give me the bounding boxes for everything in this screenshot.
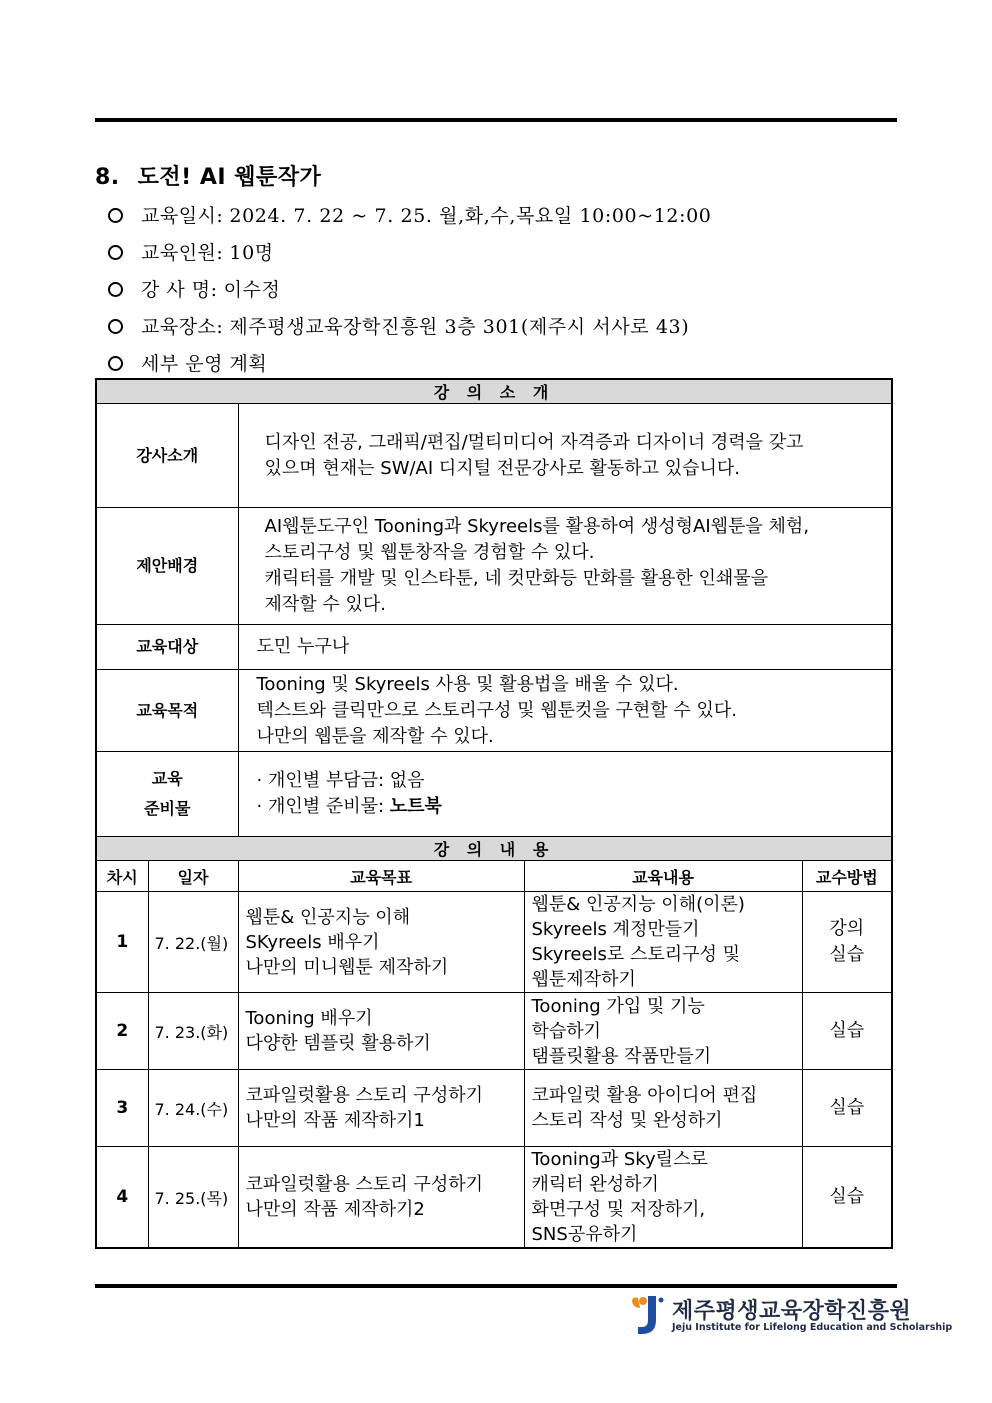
overview-list <box>108 198 908 383</box>
session-date: 7. 22.(월) <box>148 892 238 993</box>
table-row <box>96 892 892 993</box>
session-date: 7. 23.(화) <box>148 993 238 1070</box>
intro-row-materials <box>96 752 892 837</box>
bottom-rule <box>95 1284 897 1288</box>
session-number: 3 <box>96 1070 148 1147</box>
org-name: 제주평생교육장학진흥원 <box>672 1299 912 1324</box>
bullet-detail-plan: 세부 운영 계획 <box>108 346 908 383</box>
course-table <box>95 378 893 1249</box>
column-header: 교육내용 <box>524 861 802 892</box>
row-label: 강사소개 <box>96 404 238 508</box>
session-method: 실습 <box>802 1147 892 1249</box>
session-goals: 코파일럿활용 스토리 구성하기 나만의 작품 제작하기2 <box>238 1147 524 1249</box>
session-number: 4 <box>96 1147 148 1249</box>
intro-row-background <box>96 508 892 625</box>
session-number: 2 <box>96 993 148 1070</box>
session-goals: 웹툰& 인공지능 이해 SKyreels 배우기 나만의 미니웹툰 제작하기 <box>238 892 524 993</box>
section-number: 8. <box>95 165 120 190</box>
row-content: · 개인별 부담금: 없음 · 개인별 준비물: 노트북 <box>238 752 892 837</box>
bullet-instructor: 강 사 명: 이수정 <box>108 272 908 309</box>
section-title-text: 도전! AI 웹툰작가 <box>137 165 322 190</box>
intro-header: 강 의 소 개 <box>96 379 892 404</box>
circle-bullet-icon <box>108 282 123 297</box>
session-contents: 코파일럿 활용 아이디어 편집 스토리 작성 및 완성하기 <box>524 1070 802 1147</box>
table-row <box>96 993 892 1070</box>
row-label: 제안배경 <box>96 508 238 625</box>
table-row <box>96 1070 892 1147</box>
row-label: 교육대상 <box>96 625 238 670</box>
org-subtitle: Jeju Institute for Lifelong Education and Scholarship <box>672 1322 953 1333</box>
session-goals: 코파일럿활용 스토리 구성하기 나만의 작품 제작하기1 <box>238 1070 524 1147</box>
content-header: 강 의 내 용 <box>96 837 892 861</box>
bullet-location: 교육장소: 제주평생교육장학진흥원 3층 301(제주시 서사로 43) <box>108 309 908 346</box>
circle-bullet-icon <box>108 245 123 260</box>
intro-row-purpose <box>96 670 892 752</box>
bullet-schedule: 교육일시: 2024. 7. 22 ~ 7. 25. 월,화,수,목요일 10:00~12:00 <box>108 198 908 235</box>
session-contents: 웹툰& 인공지능 이해(이론) Skyreels 계정만들기 Skyreels로 스토리구성 및 웹툰제작하기 <box>524 892 802 993</box>
session-method: 실습 <box>802 993 892 1070</box>
session-number: 1 <box>96 892 148 993</box>
intro-row-target <box>96 625 892 670</box>
table-row <box>96 1147 892 1249</box>
section-title <box>95 160 321 191</box>
intro-row-instructor <box>96 404 892 508</box>
bullet-capacity: 교육인원: 10명 <box>108 235 908 272</box>
circle-bullet-icon <box>108 319 123 334</box>
column-header: 일자 <box>148 861 238 892</box>
row-content: AI웹툰도구인 Tooning과 Skyreels를 활용하여 생성형AI웹툰을 체험, 스토리구성 및 웹툰창작을 경험할 수 있다. 캐릭터를 개발 및 인스타툰, 네 컷만화등 만화를 활용한 인쇄물을 제작할 수 있다. <box>238 508 892 625</box>
row-label: 교육목적 <box>96 670 238 752</box>
row-content: 도민 누구나 <box>238 625 892 670</box>
session-date: 7. 24.(수) <box>148 1070 238 1147</box>
circle-bullet-icon <box>108 356 123 371</box>
session-date: 7. 25.(목) <box>148 1147 238 1249</box>
top-rule <box>95 118 897 122</box>
session-contents: Tooning 가입 및 기능 학습하기 탬플릿활용 작품만들기 <box>524 993 802 1070</box>
session-method: 강의 실습 <box>802 892 892 993</box>
content-column-headers <box>96 861 892 892</box>
jeju-institute-logo-icon <box>626 1294 666 1338</box>
session-contents: Tooning과 Sky릴스로 캐릭터 완성하기 화면구성 및 저장하기, SNS공유하기 <box>524 1147 802 1249</box>
circle-bullet-icon <box>108 208 123 223</box>
column-header: 차시 <box>96 861 148 892</box>
session-method: 실습 <box>802 1070 892 1147</box>
session-goals: Tooning 배우기 다양한 템플릿 활용하기 <box>238 993 524 1070</box>
row-label: 교육 준비물 <box>96 752 238 837</box>
column-header: 교육목표 <box>238 861 524 892</box>
column-header: 교수방법 <box>802 861 892 892</box>
row-content: Tooning 및 Skyreels 사용 및 활용법을 배울 수 있다. 텍스트와 클릭만으로 스토리구성 및 웹툰컷을 구현할 수 있다. 나만의 웹툰을 제작할 수 있다. <box>238 670 892 752</box>
row-content: 디자인 전공, 그래픽/편집/멀티미디어 자격증과 디자이너 경력을 갖고 있으며 현재는 SW/AI 디지털 전문강사로 활동하고 있습니다. <box>238 404 892 508</box>
footer-logo <box>622 1292 953 1342</box>
